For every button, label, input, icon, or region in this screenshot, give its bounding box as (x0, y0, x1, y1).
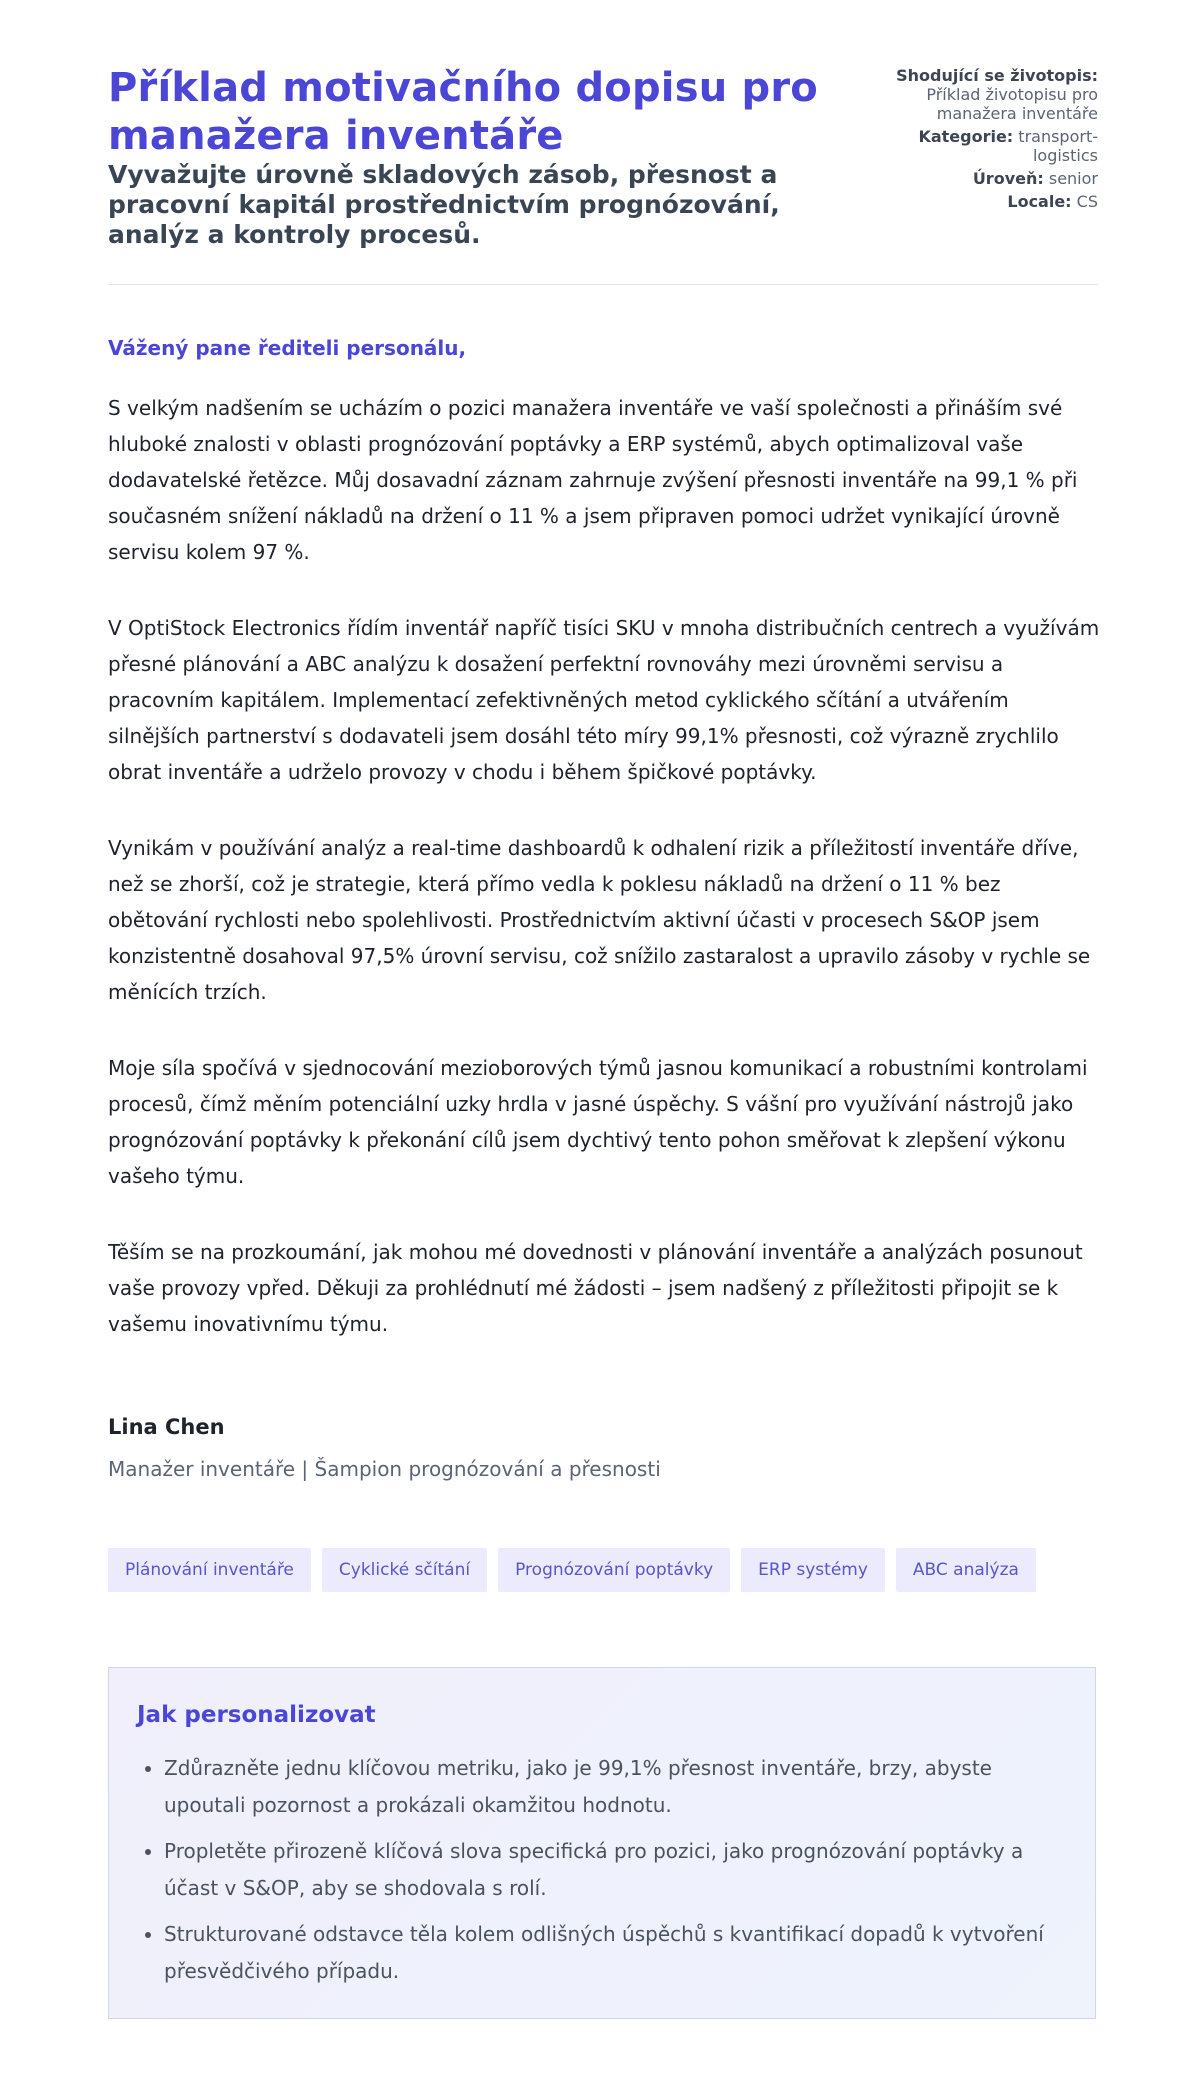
meta-category (858, 127, 1098, 165)
letter-paragraph: Těším se na prozkoumání, jak mohou mé dovednosti v plánování inventáře a analýzách posunout vaše provozy vpřed. Děkuji za prohlédnutí mé žádosti – jsem nadšený z příležitosti připojit se k vašemu inovativnímu týmu. (108, 1240, 1083, 1336)
meta-level-value: senior (1048, 169, 1098, 188)
tip-item: • Zdůrazněte jednu klíčovou metriku, jako je 99,1% přesnost inventáře, brzy, abyste upoutali pozornost a prokázali okamžitou hodnotu. (164, 1750, 1067, 1824)
meta-category-label: Kategorie: (918, 127, 1014, 146)
meta-level-label: Úroveň: (972, 169, 1044, 188)
meta-matching-resume-value[interactable]: Příklad životopisu pro manažera inventáře (926, 85, 1098, 123)
skill-tag: Cyklické sčítání (322, 1548, 487, 1592)
meta-matching-resume-label: Shodující se životopis: (896, 66, 1098, 85)
skill-tags (108, 1548, 1103, 1592)
letter-salutation: Vážený pane řediteli personálu, (108, 336, 467, 360)
letter-paragraph: Vynikám v používání analýz a real-time dashboardů k odhalení rizik a příležitostí inventáře dříve, než se zhorší, což je strategie, která přímo vedla k poklesu nákladů na držení o 11 % bez obětování rychlosti nebo spolehlivosti. Prostřednictvím aktivní účasti v procesech S&OP jsem konzistentně dosahoval 97,5% úrovní servisu, což snížilo zastaralost a upravilo zásoby v rychle se měnících trzích. (108, 836, 1091, 1004)
page-subtitle: Vyvažujte úrovně skladových zásob, přesnost a pracovní kapitál prostřednictvím prognózování, analýz a kontroly procesů. (108, 160, 780, 249)
meta-matching-resume (858, 66, 1098, 123)
meta-locale (858, 192, 1098, 211)
tips-title: Jak personalizovat (137, 1702, 376, 1728)
meta-panel (858, 66, 1098, 215)
letter-paragraph: Moje síla spočívá v sjednocování mezioborových týmů jasnou komunikací a robustními kontrolami procesů, čímž měním potenciální uzky hrdla v jasné úspěchy. S vášní pro využívání nástrojů jako prognózování poptávky k překonání cílů jsem dychtivý tento pohon směřovat k zlepšení výkonu vašeho týmu. (108, 1056, 1088, 1188)
meta-level (858, 169, 1098, 188)
personalization-tips-box (108, 1667, 1096, 2019)
tip-item: • Strukturované odstavce těla kolem odlišných úspěchů s kvantifikací dopadů k vytvoření přesvědčivého případu. (164, 1916, 1067, 1990)
letter-paragraph: V OptiStock Electronics řídím inventář napříč tisíci SKU v mnoha distribučních centrech a využívám přesné plánování a ABC analýzu k dosažení perfektní rovnováhy mezi úrovněmi servisu a pracovním kapitálem. Implementací zefektivněných metod cyklického sčítání a utvářením silnějších partnerství s dodavateli jsem dosáhl této míry 99,1% přesnosti, což výrazně zrychlilo obrat inventáře a udrželo provozy v chodu i během špičkové poptávky. (108, 616, 1100, 784)
skill-tag: Plánování inventáře (108, 1548, 311, 1592)
meta-locale-value: CS (1076, 192, 1098, 211)
tip-item: • Propletěte přirozeně klíčová slova specifická pro pozici, jako prognózování poptávky a účast v S&OP, aby se shodovala s rolí. (164, 1833, 1067, 1907)
meta-locale-label: Locale: (1007, 192, 1072, 211)
tips-list (137, 1750, 1067, 1990)
page-title: Příklad motivačního dopisu pro manažera inventáře (108, 65, 818, 159)
signature-role: Manažer inventáře | Šampion prognózování a přesnosti (108, 1457, 661, 1481)
skill-tag: ABC analýza (896, 1548, 1036, 1592)
skill-tag: ERP systémy (741, 1548, 885, 1592)
meta-category-value: transport-logistics (1018, 127, 1098, 165)
letter-body (108, 390, 1103, 1382)
letter-paragraph: S velkým nadšením se ucházím o pozici manažera inventáře ve vaší společnosti a přináším své hluboké znalosti v oblasti prognózování poptávky a ERP systémů, abych optimalizoval vaše dodavatelské řetězce. Můj dosavadní záznam zahrnuje zvýšení přesnosti inventáře na 99,1 % při současném snížení nákladů na držení o 11 % a jsem připraven pomoci udržet vynikající úrovně servisu kolem 97 %. (108, 396, 1078, 564)
page-header (108, 64, 1098, 285)
skill-tag: Prognózování poptávky (498, 1548, 730, 1592)
signature-name: Lina Chen (108, 1415, 225, 1439)
